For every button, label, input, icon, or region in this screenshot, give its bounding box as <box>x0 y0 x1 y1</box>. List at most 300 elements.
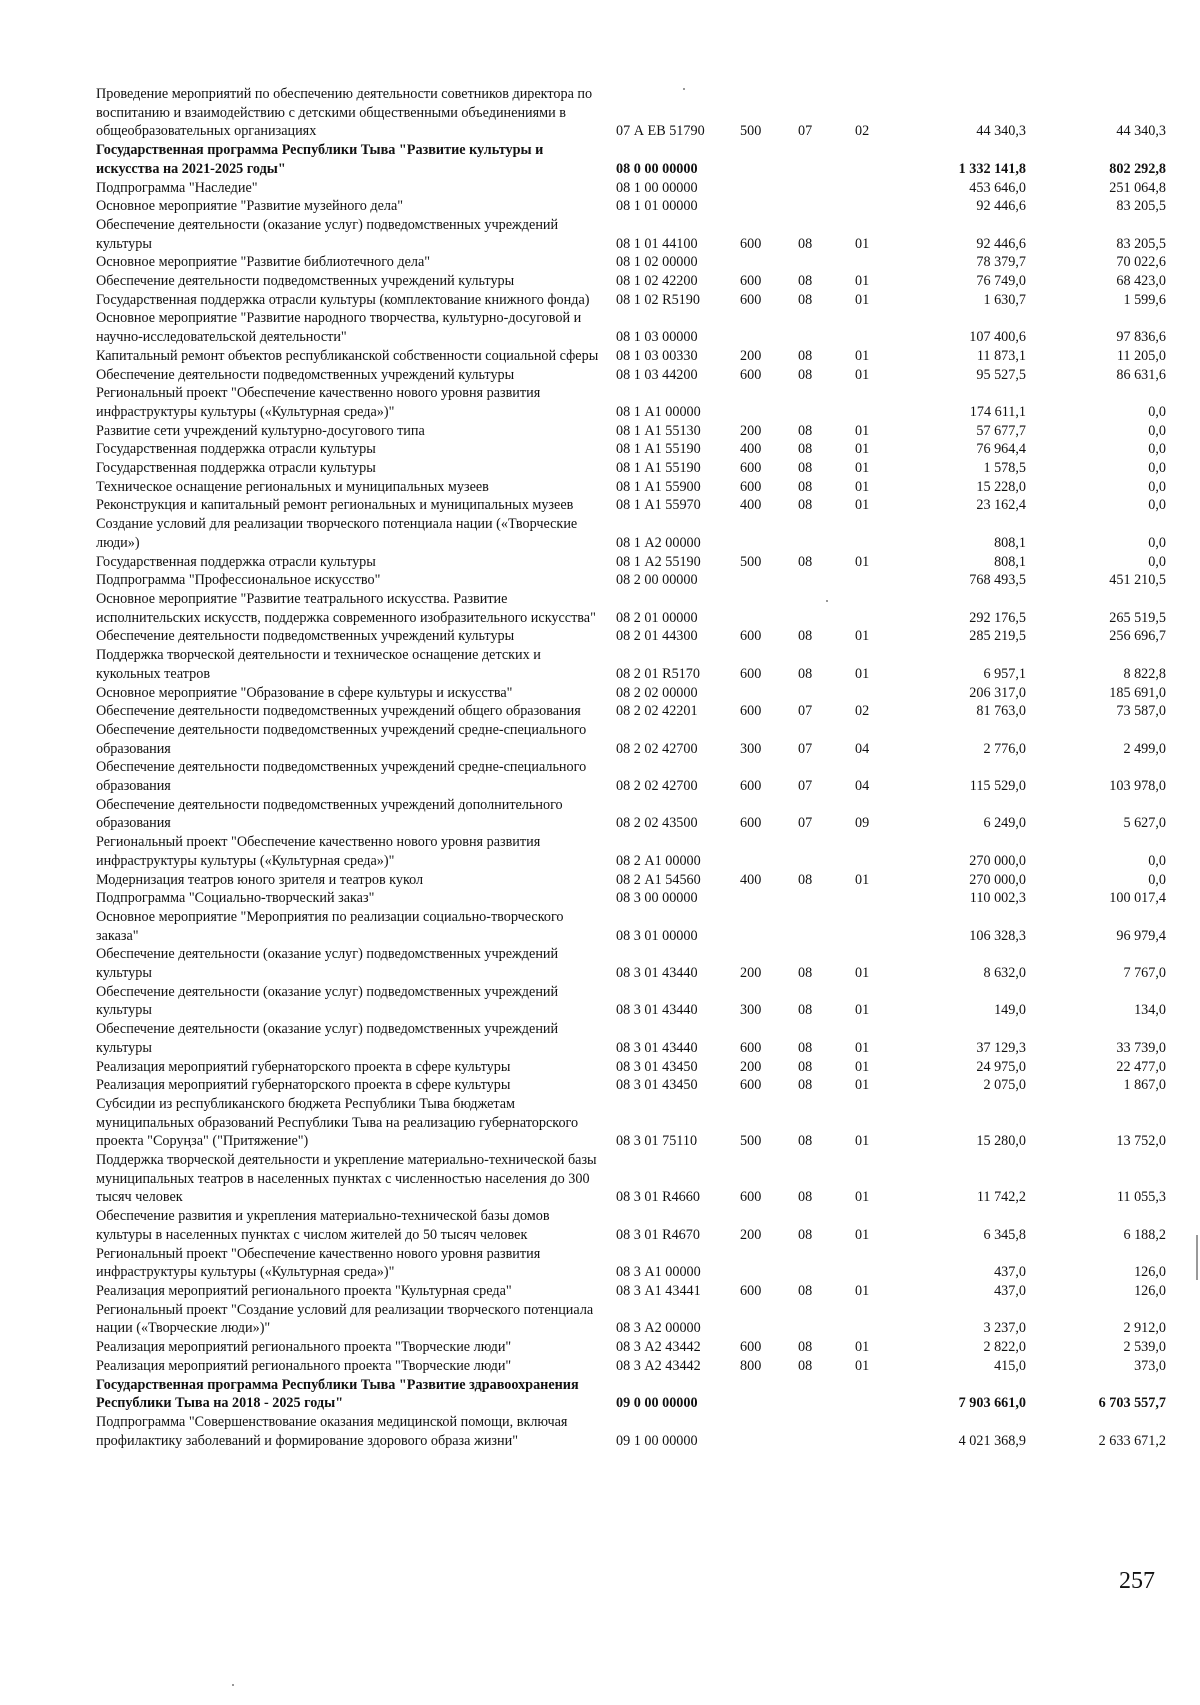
row-sum-1: 6 345,8 <box>983 1226 1026 1243</box>
row-pr: 01 <box>855 1357 870 1374</box>
row-sum-2: 0,0 <box>1148 422 1166 439</box>
row-sum-2: 100 017,4 <box>1109 890 1166 907</box>
row-sum-2: 5 627,0 <box>1123 815 1166 832</box>
row-sum-2: 0,0 <box>1148 871 1166 888</box>
table-row <box>96 515 1176 552</box>
row-name: Основное мероприятие "Развитие музейного дела" <box>96 198 404 215</box>
row-sum-2: 96 979,4 <box>1116 927 1166 944</box>
row-sum-1: 106 328,3 <box>969 927 1026 944</box>
row-sum-1: 808,1 <box>994 553 1026 570</box>
row-vr: 200 <box>740 1226 762 1243</box>
table-row <box>96 291 1176 310</box>
row-sum-2: 97 836,6 <box>1116 329 1166 346</box>
row-pr: 09 <box>855 815 870 832</box>
row-name: Обеспечение деятельности (оказание услуг) подведомственных учреждений культуры <box>96 946 559 982</box>
row-code: 09 1 00 00000 <box>616 1432 698 1449</box>
table-row <box>96 758 1176 795</box>
row-rz: 08 <box>798 1357 813 1374</box>
table-row <box>96 422 1176 441</box>
row-name: Подпрограмма "Социально-творческий заказ" <box>96 890 375 907</box>
row-rz: 08 <box>798 1002 813 1019</box>
row-sum-1: 81 763,0 <box>976 703 1026 720</box>
row-pr: 01 <box>855 1039 870 1056</box>
row-pr: 01 <box>855 347 870 364</box>
scan-edge-mark <box>1196 1235 1198 1280</box>
table-row <box>96 796 1176 833</box>
row-sum-1: 11 742,2 <box>976 1189 1026 1206</box>
row-vr: 300 <box>740 740 762 757</box>
row-sum-1: 8 632,0 <box>983 965 1026 982</box>
table-row <box>96 459 1176 478</box>
row-name: Обеспечение деятельности подведомственных учреждений культуры <box>96 628 515 645</box>
row-name: Государственная поддержка отрасли культуры <box>96 553 376 570</box>
row-rz: 08 <box>798 478 813 495</box>
row-pr: 01 <box>855 1189 870 1206</box>
row-pr: 01 <box>855 1058 870 1075</box>
row-name: Государственная поддержка отрасли культуры <box>96 460 376 477</box>
row-sum-1: 23 162,4 <box>976 497 1026 514</box>
row-code: 08 2 00 00000 <box>616 572 698 589</box>
row-sum-2: 126,0 <box>1134 1283 1166 1299</box>
row-vr: 200 <box>740 422 762 439</box>
table-row <box>96 1413 1176 1450</box>
row-name: Подпрограмма "Профессиональное искусство" <box>96 572 381 589</box>
row-code: 08 3 01 R4670 <box>616 1226 700 1243</box>
row-name: Обеспечение деятельности подведомственных учреждений средне-специального образования <box>96 721 587 757</box>
table-row <box>96 833 1176 870</box>
row-code: 08 3 А2 43442 <box>616 1339 701 1356</box>
row-sum-1: 11 873,1 <box>976 347 1026 364</box>
row-rz: 08 <box>798 665 813 682</box>
row-sum-2: 22 477,0 <box>1116 1058 1166 1075</box>
row-name: Государственная программа Республики Тыва "Развитие культуры и искусства на 2021-2025 годы" <box>96 142 544 177</box>
row-code: 08 0 00 00000 <box>616 160 698 177</box>
table-row <box>96 1376 1176 1413</box>
row-name: Основное мероприятие "Развитие библиотечного дела" <box>96 254 431 271</box>
row-code: 08 1 03 00000 <box>616 329 698 346</box>
row-sum-2: 8 822,8 <box>1123 665 1166 682</box>
row-pr: 01 <box>855 665 870 682</box>
row-name: Основное мероприятие "Образование в сфере культуры и искусства" <box>96 684 513 701</box>
row-name: Обеспечение деятельности подведомственных учреждений культуры <box>96 366 515 383</box>
row-sum-1: 6 249,0 <box>983 815 1026 832</box>
row-sum-1: 76 749,0 <box>976 273 1026 290</box>
row-sum-1: 3 237,0 <box>983 1320 1026 1337</box>
table-row <box>96 384 1176 421</box>
row-rz: 08 <box>798 291 813 308</box>
row-sum-2: 2 539,0 <box>1123 1339 1166 1356</box>
row-rz: 08 <box>798 347 813 364</box>
row-pr: 01 <box>855 478 870 495</box>
row-pr: 02 <box>855 123 870 140</box>
row-sum-2: 44 340,3 <box>1116 123 1166 140</box>
row-name: Поддержка творческой деятельности и техническое оснащение детских и кукольных театров <box>96 647 541 682</box>
row-rz: 08 <box>798 366 813 383</box>
row-sum-1: 206 317,0 <box>969 684 1026 701</box>
row-name: Государственная программа Республики Тыва "Развитие здравоохранения Республики Тыва на 2018 - 2025 годы" <box>96 1376 579 1412</box>
row-sum-2: 0,0 <box>1148 497 1166 514</box>
row-code: 08 1 01 44100 <box>616 235 698 252</box>
row-sum-1: 37 129,3 <box>976 1039 1026 1056</box>
row-sum-2: 185 691,0 <box>1109 684 1166 701</box>
row-name: Развитие сети учреждений культурно-досугового типа <box>96 422 425 439</box>
row-code: 08 1 02 00000 <box>616 254 698 271</box>
table-row <box>96 983 1176 1020</box>
row-sum-2: 0,0 <box>1148 852 1166 869</box>
row-rz: 07 <box>798 815 813 832</box>
row-sum-1: 7 903 661,0 <box>958 1395 1026 1412</box>
table-row <box>96 871 1176 890</box>
table-row <box>96 253 1176 272</box>
row-pr: 01 <box>855 871 870 888</box>
row-vr: 600 <box>740 1283 762 1299</box>
row-code: 08 3 01 43450 <box>616 1077 698 1094</box>
row-name: Подпрограмма "Совершенствование оказания медицинской помощи, включая профилактику заболеваний и формирование здорового образа жизни" <box>96 1413 568 1449</box>
row-rz: 08 <box>798 1133 813 1150</box>
row-name: Региональный проект "Обеспечение качественно нового уровня развития инфраструктуры культуры («Культурная среда»)" <box>96 834 541 869</box>
row-pr: 01 <box>855 460 870 477</box>
row-code: 08 2 А1 00000 <box>616 852 701 869</box>
row-sum-1: 2 776,0 <box>983 740 1026 757</box>
row-vr: 200 <box>740 965 762 982</box>
row-sum-2: 0,0 <box>1148 441 1166 458</box>
row-vr: 600 <box>740 815 762 832</box>
row-sum-2: 134,0 <box>1134 1002 1166 1019</box>
row-sum-2: 73 587,0 <box>1116 703 1166 720</box>
row-vr: 600 <box>740 478 762 495</box>
row-vr: 400 <box>740 871 762 888</box>
row-pr: 01 <box>855 235 870 252</box>
row-code: 08 1 А1 00000 <box>616 403 701 420</box>
row-sum-1: 6 957,1 <box>983 665 1026 682</box>
table-row <box>96 197 1176 216</box>
row-sum-2: 126,0 <box>1134 1264 1166 1281</box>
row-sum-2: 0,0 <box>1148 478 1166 495</box>
row-name: Реализация мероприятий регионального проекта "Творческие люди" <box>96 1339 512 1356</box>
row-pr: 02 <box>855 703 870 720</box>
row-rz: 07 <box>798 123 813 140</box>
row-sum-2: 6 188,2 <box>1123 1226 1166 1243</box>
row-code: 08 3 А1 43441 <box>616 1283 701 1299</box>
table-row <box>96 1301 1176 1338</box>
row-name: Обеспечение деятельности (оказание услуг) подведомственных учреждений культуры <box>96 1021 559 1056</box>
page-number: 257 <box>1119 1568 1155 1594</box>
row-sum-1: 808,1 <box>994 534 1026 551</box>
row-code: 08 2 02 43500 <box>616 815 698 832</box>
row-vr: 200 <box>740 347 762 364</box>
row-code: 08 3 01 75110 <box>616 1133 698 1150</box>
row-code: 08 1 А1 55130 <box>616 422 701 439</box>
table-row <box>96 945 1176 982</box>
row-rz: 08 <box>798 460 813 477</box>
table-row <box>96 889 1176 908</box>
row-name: Поддержка творческой деятельности и укрепление материально-технической базы муниципальных театров в населенных пунктах с численностью населения до 300 тысяч человек <box>96 1152 597 1206</box>
row-sum-2: 2 912,0 <box>1123 1320 1166 1337</box>
row-vr: 600 <box>740 273 762 290</box>
row-code: 08 3 01 00000 <box>616 927 698 944</box>
table-row <box>96 440 1176 459</box>
table-row <box>96 366 1176 385</box>
table-row <box>96 1151 1176 1207</box>
row-sum-2: 86 631,6 <box>1116 366 1166 383</box>
table-row <box>96 347 1176 366</box>
row-sum-1: 453 646,0 <box>969 179 1026 196</box>
row-name: Подпрограмма "Наследие" <box>96 179 258 196</box>
row-name: Обеспечение деятельности подведомственных учреждений дополнительного образования <box>96 796 563 832</box>
row-sum-1: 24 975,0 <box>976 1058 1026 1075</box>
row-code: 08 1 А2 55190 <box>616 553 701 570</box>
row-pr: 04 <box>855 778 870 795</box>
row-code: 09 0 00 00000 <box>616 1395 698 1412</box>
row-vr: 500 <box>740 123 762 140</box>
row-sum-2: 1 599,6 <box>1123 291 1166 308</box>
table-row <box>96 272 1176 291</box>
row-code: 08 1 01 00000 <box>616 198 698 215</box>
row-rz: 08 <box>798 497 813 514</box>
row-name: Обеспечение деятельности подведомственных учреждений средне-специального образования <box>96 759 587 795</box>
row-sum-1: 115 529,0 <box>969 778 1026 795</box>
row-rz: 08 <box>798 422 813 439</box>
row-vr: 200 <box>740 1058 762 1075</box>
row-vr: 600 <box>740 628 762 645</box>
row-code: 08 3 01 43450 <box>616 1058 698 1075</box>
row-pr: 01 <box>855 291 870 308</box>
row-code: 08 1 00 00000 <box>616 179 698 196</box>
row-name: Капитальный ремонт объектов республиканской собственности социальной сферы <box>96 347 599 364</box>
row-vr: 500 <box>740 1133 762 1150</box>
row-rz: 08 <box>798 1226 813 1243</box>
row-code: 08 3 А1 00000 <box>616 1264 701 1281</box>
row-pr: 01 <box>855 273 870 290</box>
row-code: 08 2 02 00000 <box>616 684 698 701</box>
table-row <box>96 1282 1176 1301</box>
row-name: Основное мероприятие "Развитие народного творчества, культурно-досуговой и научно-исследовательской деятельности" <box>96 310 582 346</box>
row-code: 08 2 02 42700 <box>616 778 698 795</box>
row-name: Обеспечение деятельности подведомственных учреждений общего образования <box>96 703 581 720</box>
row-rz: 07 <box>798 778 813 795</box>
row-sum-2: 7 767,0 <box>1123 965 1166 982</box>
row-name: Региональный проект "Обеспечение качественно нового уровня развития инфраструктуры культуры («Культурная среда»)" <box>96 1245 541 1281</box>
row-rz: 08 <box>798 441 813 458</box>
row-sum-2: 373,0 <box>1134 1357 1166 1374</box>
row-name: Обеспечение деятельности (оказание услуг) подведомственных учреждений культуры <box>96 216 559 252</box>
row-code: 08 3 01 43440 <box>616 965 698 982</box>
row-code: 07 А ЕВ 51790 <box>616 123 705 140</box>
row-sum-2: 6 703 557,7 <box>1098 1395 1166 1412</box>
row-sum-1: 92 446,6 <box>976 198 1026 215</box>
row-sum-1: 768 493,5 <box>969 572 1026 589</box>
table-row <box>96 627 1176 646</box>
table-row <box>96 1058 1176 1077</box>
row-name: Государственная поддержка отрасли культуры <box>96 441 376 458</box>
row-name: Реализация мероприятий губернаторского проекта в сфере культуры <box>96 1077 511 1094</box>
row-pr: 01 <box>855 1283 870 1299</box>
row-pr: 01 <box>855 1077 870 1094</box>
table-row <box>96 908 1176 945</box>
row-sum-1: 110 002,3 <box>969 890 1026 907</box>
row-name: Обеспечение деятельности подведомственных учреждений культуры <box>96 273 515 290</box>
row-sum-2: 0,0 <box>1148 460 1166 477</box>
row-name: Государственная поддержка отрасли культуры (комплектование книжного фонда) <box>96 291 590 308</box>
row-pr: 04 <box>855 740 870 757</box>
row-sum-1: 1 578,5 <box>983 460 1026 477</box>
row-sum-2: 0,0 <box>1148 403 1166 420</box>
row-code: 08 1 А2 00000 <box>616 534 701 551</box>
row-sum-1: 437,0 <box>994 1264 1026 1281</box>
table-row <box>96 309 1176 346</box>
row-vr: 600 <box>740 703 762 720</box>
row-code: 08 1 А1 55190 <box>616 460 701 477</box>
row-rz: 08 <box>798 871 813 888</box>
table-row <box>96 1245 1176 1282</box>
scan-speck <box>826 600 828 602</box>
table-row <box>96 1207 1176 1244</box>
row-name: Техническое оснащение региональных и муниципальных музеев <box>96 478 489 495</box>
row-sum-2: 83 205,5 <box>1116 198 1166 215</box>
row-sum-2: 13 752,0 <box>1116 1133 1166 1150</box>
row-pr: 01 <box>855 1133 870 1150</box>
row-sum-1: 2 822,0 <box>983 1339 1026 1356</box>
row-code: 08 1 А1 55190 <box>616 441 701 458</box>
row-sum-2: 0,0 <box>1148 553 1166 570</box>
table-row <box>96 702 1176 721</box>
row-pr: 01 <box>855 553 870 570</box>
row-vr: 600 <box>740 1339 762 1356</box>
row-name: Реализация мероприятий регионального проекта "Творческие люди" <box>96 1357 512 1374</box>
row-sum-2: 11 055,3 <box>1116 1189 1166 1206</box>
row-sum-1: 270 000,0 <box>969 871 1026 888</box>
row-vr: 600 <box>740 291 762 308</box>
row-sum-1: 15 280,0 <box>976 1133 1026 1150</box>
row-sum-2: 2 633 671,2 <box>1098 1432 1166 1449</box>
row-sum-1: 270 000,0 <box>969 852 1026 869</box>
row-sum-1: 76 964,4 <box>976 441 1026 458</box>
row-code: 08 3 01 R4660 <box>616 1189 700 1206</box>
row-sum-1: 1 332 141,8 <box>958 160 1026 177</box>
row-sum-1: 415,0 <box>994 1357 1026 1374</box>
row-sum-2: 33 739,0 <box>1116 1039 1166 1056</box>
row-vr: 600 <box>740 778 762 795</box>
row-name: Реконструкция и капитальный ремонт региональных и муниципальных музеев <box>96 497 574 514</box>
row-code: 08 1 03 00330 <box>616 347 698 364</box>
row-sum-1: 57 677,7 <box>976 422 1026 439</box>
row-code: 08 2 01 R5170 <box>616 665 700 682</box>
row-sum-2: 103 978,0 <box>1109 778 1166 795</box>
row-sum-2: 68 423,0 <box>1116 273 1166 290</box>
row-rz: 08 <box>798 1339 813 1356</box>
row-vr: 600 <box>740 235 762 252</box>
row-name: Создание условий для реализации творческого потенциала нации («Творческие люди») <box>96 516 578 551</box>
row-sum-2: 451 210,5 <box>1109 572 1166 589</box>
table-row <box>96 684 1176 703</box>
row-sum-2: 251 064,8 <box>1109 179 1166 196</box>
row-name: Субсидии из республиканского бюджета Республики Тыва бюджетам муниципальных образований Республики Тыва на реализацию губернаторского проекта "Соруңза" ("Притяжение") <box>96 1095 579 1150</box>
row-pr: 01 <box>855 1226 870 1243</box>
row-rz: 08 <box>798 1283 813 1299</box>
row-vr: 800 <box>740 1357 762 1374</box>
row-sum-2: 1 867,0 <box>1123 1077 1166 1094</box>
row-sum-2: 2 499,0 <box>1123 740 1166 757</box>
row-vr: 400 <box>740 441 762 458</box>
table-row <box>96 478 1176 497</box>
row-sum-1: 107 400,6 <box>969 329 1026 346</box>
row-rz: 08 <box>798 553 813 570</box>
table-row <box>96 1076 1176 1095</box>
row-sum-2: 0,0 <box>1148 534 1166 551</box>
row-vr: 300 <box>740 1002 762 1019</box>
row-sum-1: 292 176,5 <box>969 609 1026 626</box>
row-pr: 01 <box>855 422 870 439</box>
table-row <box>96 496 1176 515</box>
row-sum-1: 149,0 <box>994 1002 1026 1019</box>
row-sum-1: 174 611,1 <box>969 403 1026 420</box>
row-pr: 01 <box>855 965 870 982</box>
row-pr: 01 <box>855 1339 870 1356</box>
row-rz: 07 <box>798 740 813 757</box>
row-pr: 01 <box>855 1002 870 1019</box>
row-sum-1: 44 340,3 <box>976 123 1026 140</box>
row-code: 08 2 02 42201 <box>616 703 698 720</box>
row-name: Основное мероприятие "Развитие театрального искусства. Развитие исполнительских искусств, поддержка современного изобразительного искусства" <box>96 590 596 626</box>
row-sum-2: 802 292,8 <box>1109 160 1166 177</box>
row-vr: 600 <box>740 460 762 477</box>
row-rz: 08 <box>798 1077 813 1094</box>
row-rz: 08 <box>798 235 813 252</box>
row-sum-1: 437,0 <box>994 1283 1026 1299</box>
budget-table <box>96 85 1176 1450</box>
row-sum-1: 78 379,7 <box>976 254 1026 271</box>
row-rz: 08 <box>798 965 813 982</box>
row-name: Региональный проект "Обеспечение качественно нового уровня развития инфраструктуры культуры («Культурная среда»)" <box>96 385 541 420</box>
row-code: 08 3 А2 00000 <box>616 1320 701 1337</box>
row-name: Региональный проект "Создание условий для реализации творческого потенциала нации («Творческие люди»)" <box>96 1301 594 1337</box>
row-code: 08 1 А1 55970 <box>616 497 701 514</box>
row-sum-1: 92 446,6 <box>976 235 1026 252</box>
row-code: 08 1 А1 55900 <box>616 478 701 495</box>
row-vr: 600 <box>740 1077 762 1094</box>
row-vr: 600 <box>740 665 762 682</box>
row-code: 08 1 03 44200 <box>616 366 698 383</box>
row-name: Реализация мероприятий губернаторского проекта в сфере культуры <box>96 1058 511 1075</box>
row-pr: 01 <box>855 441 870 458</box>
row-code: 08 2 02 42700 <box>616 740 698 757</box>
row-sum-1: 1 630,7 <box>983 291 1026 308</box>
row-pr: 01 <box>855 497 870 514</box>
row-vr: 600 <box>740 1039 762 1056</box>
row-rz: 08 <box>798 1189 813 1206</box>
table-row <box>96 590 1176 627</box>
table-row <box>96 1357 1176 1376</box>
table-row <box>96 646 1176 683</box>
row-name: Обеспечение деятельности (оказание услуг) подведомственных учреждений культуры <box>96 983 559 1019</box>
row-code: 08 2 А1 54560 <box>616 871 701 888</box>
table-row <box>96 571 1176 590</box>
row-pr: 01 <box>855 366 870 383</box>
row-name: Модернизация театров юного зрителя и театров кукол <box>96 871 424 888</box>
row-sum-2: 70 022,6 <box>1116 254 1166 271</box>
row-name: Проведение мероприятий по обеспечению деятельности советников директора по воспитанию и взаимодействию с детскими общественными объединениями в общеобразовательных организациях <box>96 86 593 140</box>
row-sum-2: 265 519,5 <box>1109 609 1166 626</box>
row-vr: 600 <box>740 366 762 383</box>
table-row <box>96 1338 1176 1357</box>
row-code: 08 1 02 R5190 <box>616 291 700 308</box>
row-sum-1: 285 219,5 <box>969 628 1026 645</box>
row-sum-1: 15 228,0 <box>976 478 1026 495</box>
row-code: 08 3 01 43440 <box>616 1039 698 1056</box>
row-code: 08 3 А2 43442 <box>616 1357 701 1374</box>
row-rz: 08 <box>798 1039 813 1056</box>
table-row <box>96 216 1176 253</box>
